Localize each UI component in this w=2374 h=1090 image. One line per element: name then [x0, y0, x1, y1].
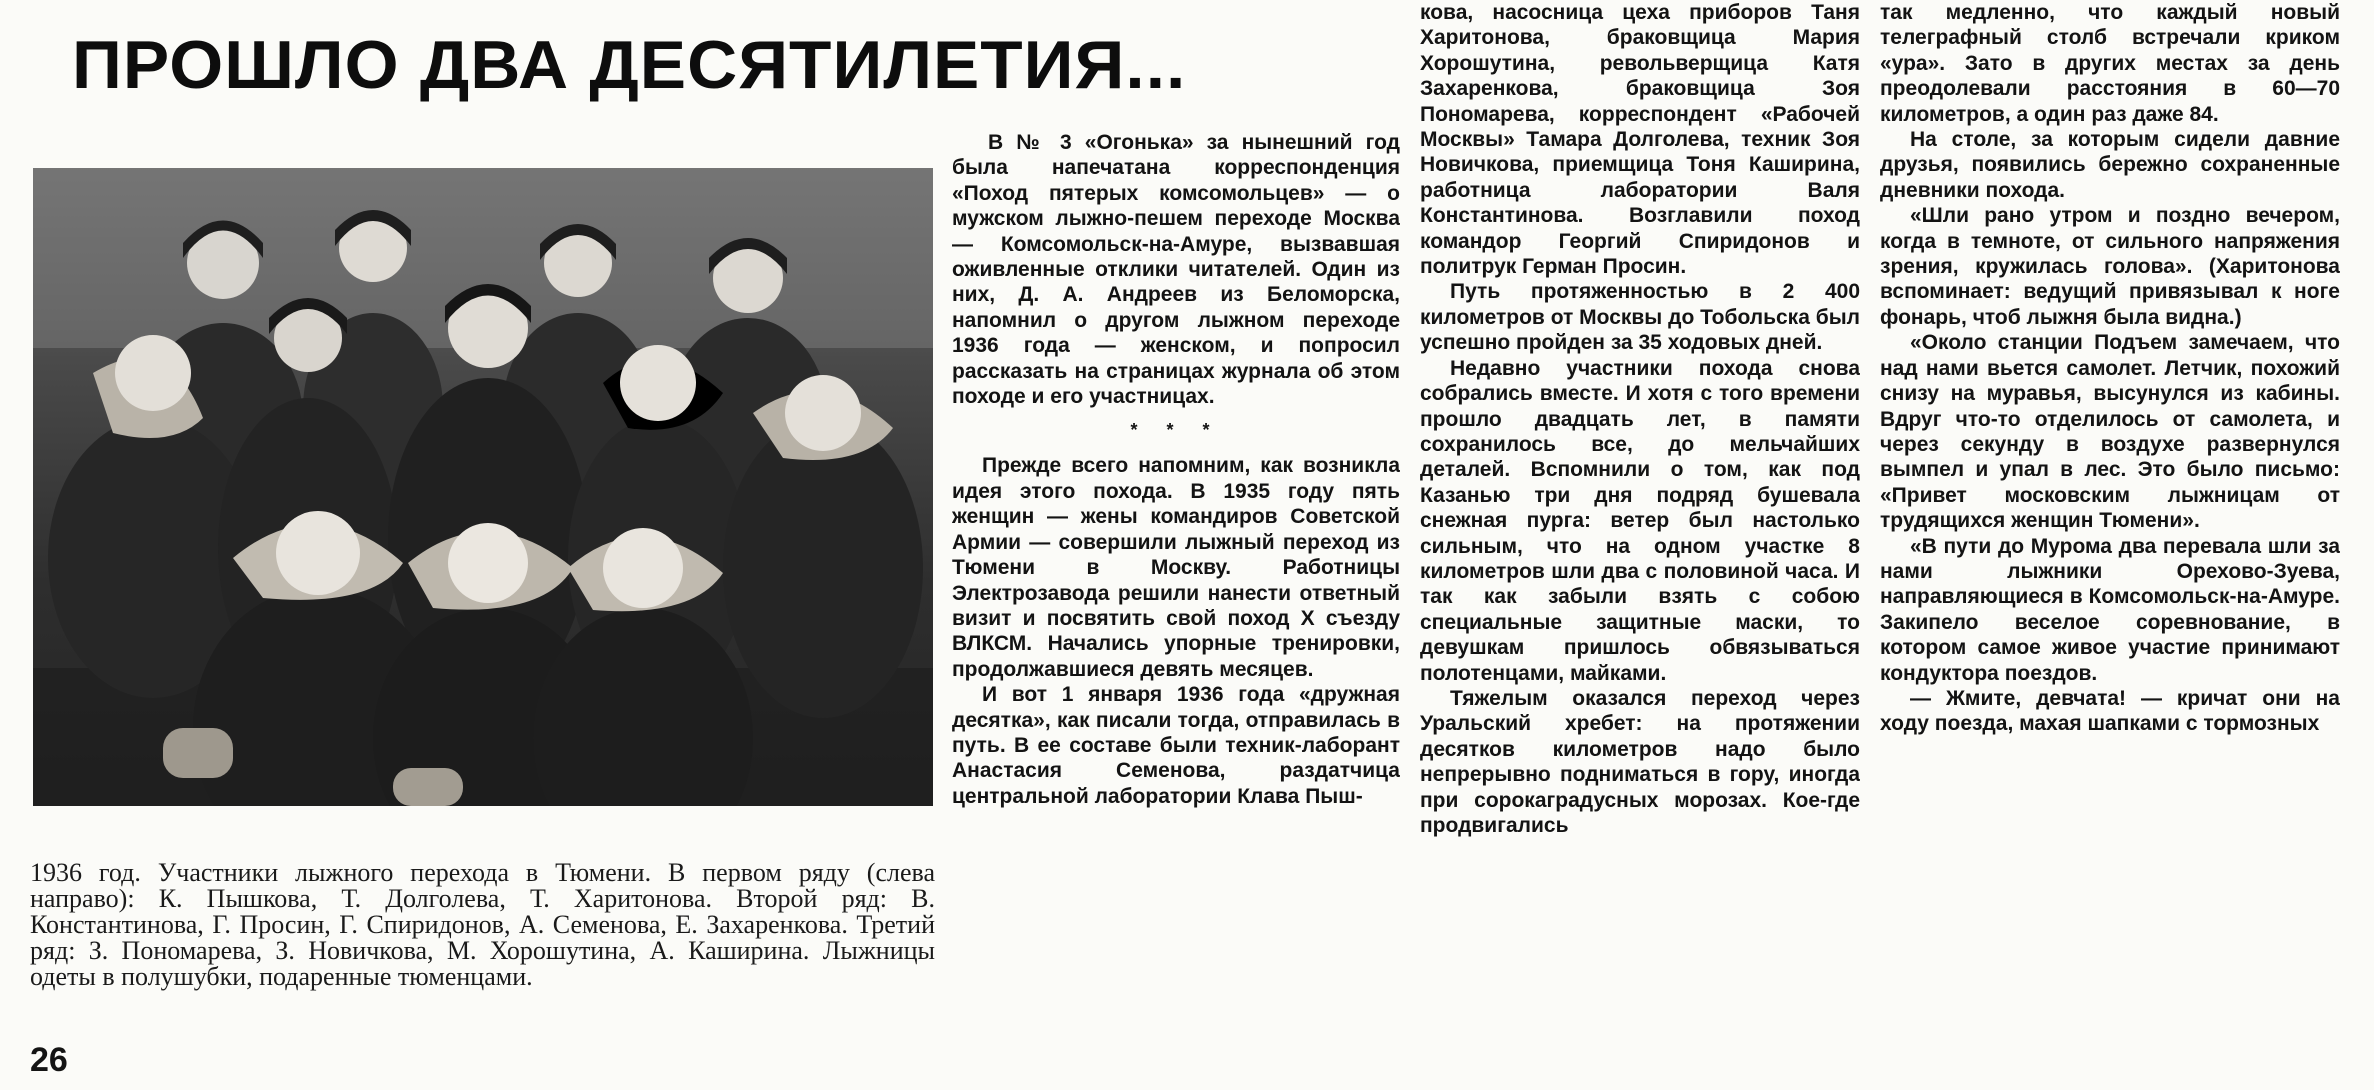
section-divider: * * *	[1130, 420, 1222, 441]
page-number: 26	[30, 1041, 68, 1079]
paragraph: — Жмите, девчата! — кричат они на ходу поезда, махая шапками с тормозных	[1880, 686, 2340, 736]
paragraph: так медленно, что каждый новый телеграфный столб встречали криком «ура». Зато в других местах за день преодолевали расстояния в 60—70 километров, а один раз даже 84.	[1880, 1, 2340, 126]
paragraph: Недавно участники похода снова собрались вместе. И хотя с того времени прошло двадцать лет, в памяти сохранилось все, до мельчайших деталей. Вспомнили о том, как под Казанью три дня подряд бушевала снежная пурга: ветер был настолько сильным, что на одном участке 8 километров шли два с половиной часа. И так как забыли взять с собою специальные защитные маски, то девушкам пришлось обвязываться полотенцами, майками.	[1420, 356, 1860, 685]
paragraph: «Около станции Подъем замечаем, что над нами вьется самолет. Летчик, похожий снизу на муравья, высунулся из кабины. Вдруг что-то отделилось от самолета, и через секунду в воздухе развернулся вымпел и упал в лес. Это было письмо: «Привет московским лыжницам от трудящихся женщин Тюмени».	[1880, 331, 2340, 533]
paragraph: На столе, за которым сидели давние друзья, появились бережно сохраненные дневники похода.	[1880, 128, 2340, 202]
paragraph: «В пути до Мурома два перевала шли за нами лыжники Орехово-Зуева, направляющиеся в Комсомольск-на-Амуре. Закипело веселое соревнование, в котором самое живое участие принимают кондуктора поездов.	[1880, 534, 2340, 685]
paragraph: В № 3 «Огонька» за нынешний год была напечатана корреспонденция «Поход пятерых комсомольцев» — о мужском лыжно-пешем переходе Москва — Комсомольск-на-Амуре, вызвавшая оживленные отклики читателей. Один из них, Д. А. Андреев из Беломорска, напомнил о другом лыжном переходе 1936 года — женском, и попросил рассказать на страницах журнала об этом походе и его участницах.	[952, 131, 1400, 409]
paragraph: кова, насосница цеха приборов Таня Харитонова, браковщица Мария Хорошутина, револьверщица Катя Захаренкова, браковщица Зоя Пономарева, корреспондент «Рабочей Москвы» Тамара Долголева, техник Зоя Новичкова, приемщица Тоня Каширина, работница лаборатории Валя Константинова. Возглавили поход командор Георгий Спиридонов и политрук Герман Просин.	[1420, 1, 1860, 279]
paragraph: И вот 1 января 1936 года «дружная десятка», как писали тогда, отправилась в путь. В ее составе были техник-лаборант Анастасия Семенова, раздатчица центральной лаборатории Клава Пыш-	[952, 683, 1400, 808]
group-photo	[33, 168, 933, 806]
paragraph: Прежде всего напомним, как возникла идея этого похода. В 1935 году пять женщин — жены командиров Советской Армии — совершили лыжный переход из Тюмени в Москву. Работницы Электрозавода решили нанести ответный визит и посвятить свой поход X съезду ВЛКСМ. Начались упорные тренировки, продолжавшиеся девять месяцев.	[952, 454, 1400, 681]
front-row-figures	[163, 511, 753, 806]
text-column-1	[952, 130, 1400, 1010]
text-column-3	[1880, 0, 2340, 1010]
headline: ПРОШЛО ДВА ДЕСЯТИЛЕТИЯ...	[72, 27, 1187, 103]
photo-caption: 1936 год. Участники лыжного перехода в Тюмени. В первом ряду (слева направо): К. Пышкова, Т. Долголева, Т. Харитонова. Второй ряд: В. Константинова, Г. Просин, Г. Спиридонов, А. Семенова, Е. Захаренкова. Третий ряд: З. Пономарева, З. Новичкова, М. Хорошутина, А. Каширина. Лыжницы одеты в полушубки, подаренные тюменцами.	[30, 858, 935, 991]
paragraph: Тяжелым оказался переход через Уральский хребет: на протяжении десятков километров надо было непрерывно подниматься в гору, иногда при сорокаградусных морозах. Кое-где продвигались	[1420, 686, 1860, 837]
paragraph: Путь протяженностью в 2 400 километров от Москвы до Тобольска был успешно пройден за 35 ходовых дней.	[1420, 280, 1860, 355]
text-column-2	[1420, 0, 1860, 1010]
group-photo-illustration	[33, 168, 933, 806]
paragraph: «Шли рано утром и поздно вечером, когда в темноте, от сильного напряжения зрения, кружилась голова». (Харитонова вспоминает: ведущий привязывал к ноге фонарь, чтоб лыжня была видна.)	[1880, 204, 2340, 329]
